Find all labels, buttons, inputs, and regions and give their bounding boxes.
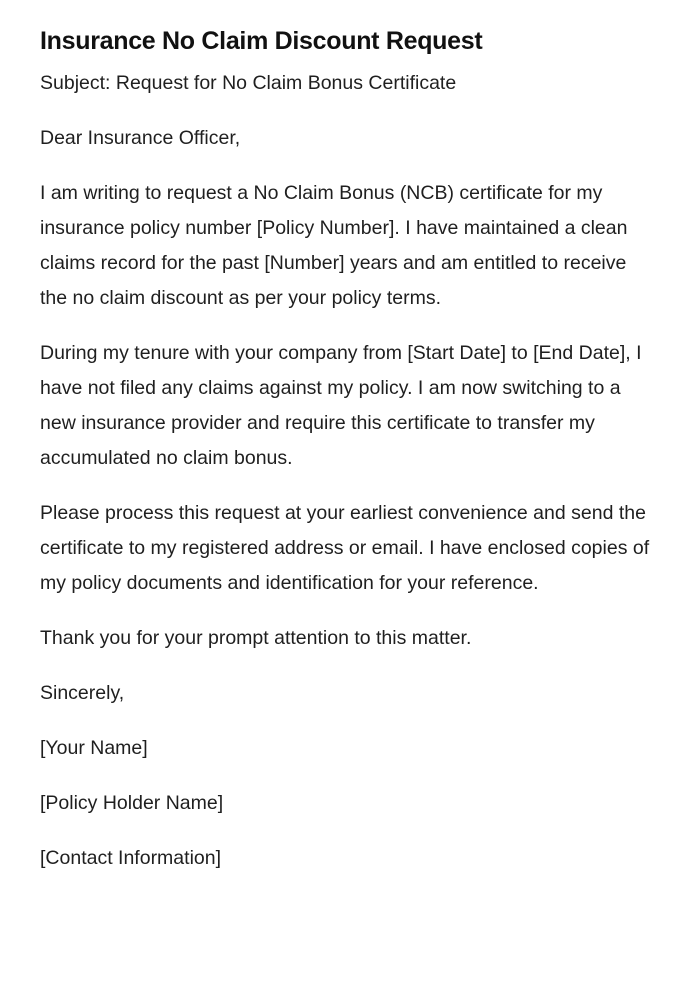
closing: Sincerely, <box>40 682 125 704</box>
signature-contact: [Contact Information] <box>40 847 222 869</box>
subject-line: Subject: Request for No Claim Bonus Certificate <box>40 72 457 94</box>
body-paragraph-process: Please process this request at your earliest convenience and send the certificate to my registered address or email. I have enclosed copies of my policy documents and identification for your reference. <box>40 502 650 594</box>
signature-policy-holder: [Policy Holder Name] <box>40 792 224 814</box>
body-paragraph-tenure: During my tenure with your company from [Start Date] to [End Date], I have not filed any claims against my policy. I am now switching to a new insurance provider and require this certificate to transfer my accumulated no claim bonus. <box>40 342 642 469</box>
body-paragraph-request: I am writing to request a No Claim Bonus (NCB) certificate for my insurance policy number [Policy Number]. I have maintained a clean claims record for the past [Number] years and am entitled to receive the no claim discount as per your policy terms. <box>40 182 628 309</box>
body-paragraph-thanks: Thank you for your prompt attention to this matter. <box>40 627 472 649</box>
salutation: Dear Insurance Officer, <box>40 127 241 149</box>
signature-name: [Your Name] <box>40 737 148 759</box>
document-title: Insurance No Claim Discount Request <box>40 27 483 55</box>
